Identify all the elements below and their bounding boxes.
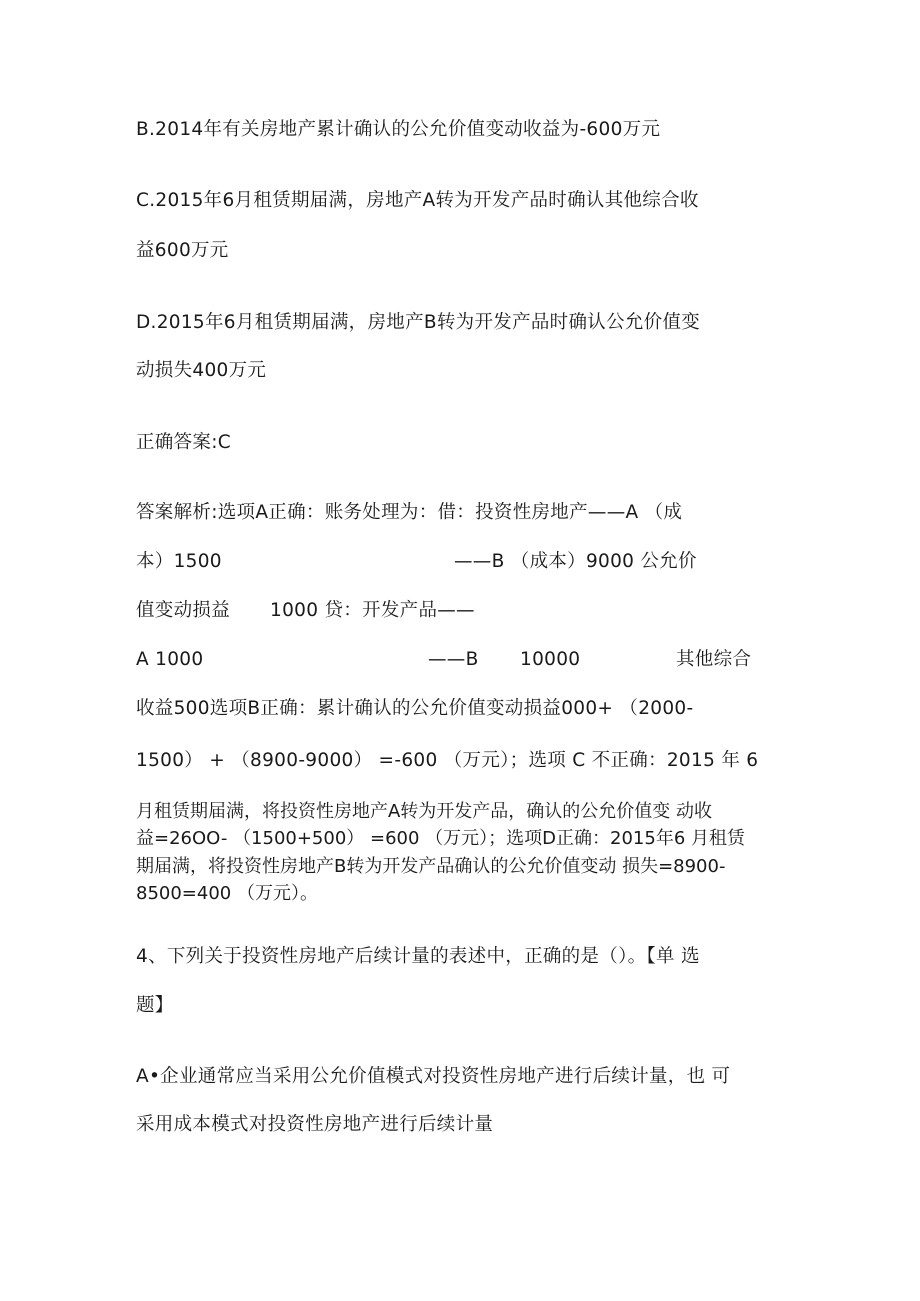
option-b: B.2014年有关房地产累计确认的公允价值变动收益为-600万元 bbox=[136, 119, 661, 140]
analysis-line5: 收益500选项B正确：累计确认的公允价值变动损益000+ （2000- bbox=[136, 698, 694, 719]
option-d-line2: 动损失400万元 bbox=[136, 360, 267, 381]
analysis-line4-a: A 1000 bbox=[136, 649, 204, 670]
analysis-line4-d: 其他综合 bbox=[676, 649, 752, 670]
analysis-line3-right: 1000 贷：开发产品—— bbox=[270, 600, 475, 621]
option-c-line2: 益600万元 bbox=[136, 240, 229, 261]
option-c-line1: C.2015年6月租赁期届满，房地产A转为开发产品时确认其他综合收 bbox=[136, 190, 699, 211]
analysis-line8: 益=26OO- （1500+500） =600 （万元）；选项D正确：2015年6 月租赁 bbox=[136, 828, 746, 849]
analysis-line7: 月租赁期届满，将投资性房地产A转为开发产品，确认的公允价值变 动收 bbox=[136, 801, 713, 822]
analysis-line2-left: 本）1500 bbox=[136, 551, 222, 572]
analysis-line3-left: 值变动损益 bbox=[136, 600, 231, 621]
analysis-line4-b: ——B bbox=[428, 649, 479, 670]
question4-line2: 题】 bbox=[136, 995, 174, 1016]
analysis-line2-right: ——B （成本）9000 公允价 bbox=[454, 551, 697, 572]
option-a4-line2: 采用成本模式对投资性房地产进行后续计量 bbox=[136, 1114, 494, 1135]
option-d-line1: D.2015年6月租赁期届满，房地产B转为开发产品时确认公允价值变 bbox=[136, 312, 701, 333]
analysis-line1: 答案解析:选项A正确：账务处理为：借：投资性房地产——A （成 bbox=[136, 502, 683, 523]
correct-answer: 正确答案:C bbox=[136, 432, 231, 453]
analysis-line9: 期届满，将投资性房地产B转为开发产品确认的公允价值变动 损失=8900- bbox=[136, 856, 726, 877]
option-a4-line1: A•企业通常应当采用公允价值模式对投资性房地产进行后续计量，也 可 bbox=[136, 1066, 731, 1087]
question4-line1: 4、下列关于投资性房地产后续计量的表述中，正确的是（）。【单 选 bbox=[136, 946, 700, 967]
analysis-line4-c: 10000 bbox=[520, 649, 581, 670]
analysis-line6: 1500） + （8900-9000） =-600 （万元）；选项 C 不正确：2015 年 6 bbox=[136, 750, 759, 771]
analysis-line10: 8500=400 （万元）。 bbox=[136, 883, 318, 904]
